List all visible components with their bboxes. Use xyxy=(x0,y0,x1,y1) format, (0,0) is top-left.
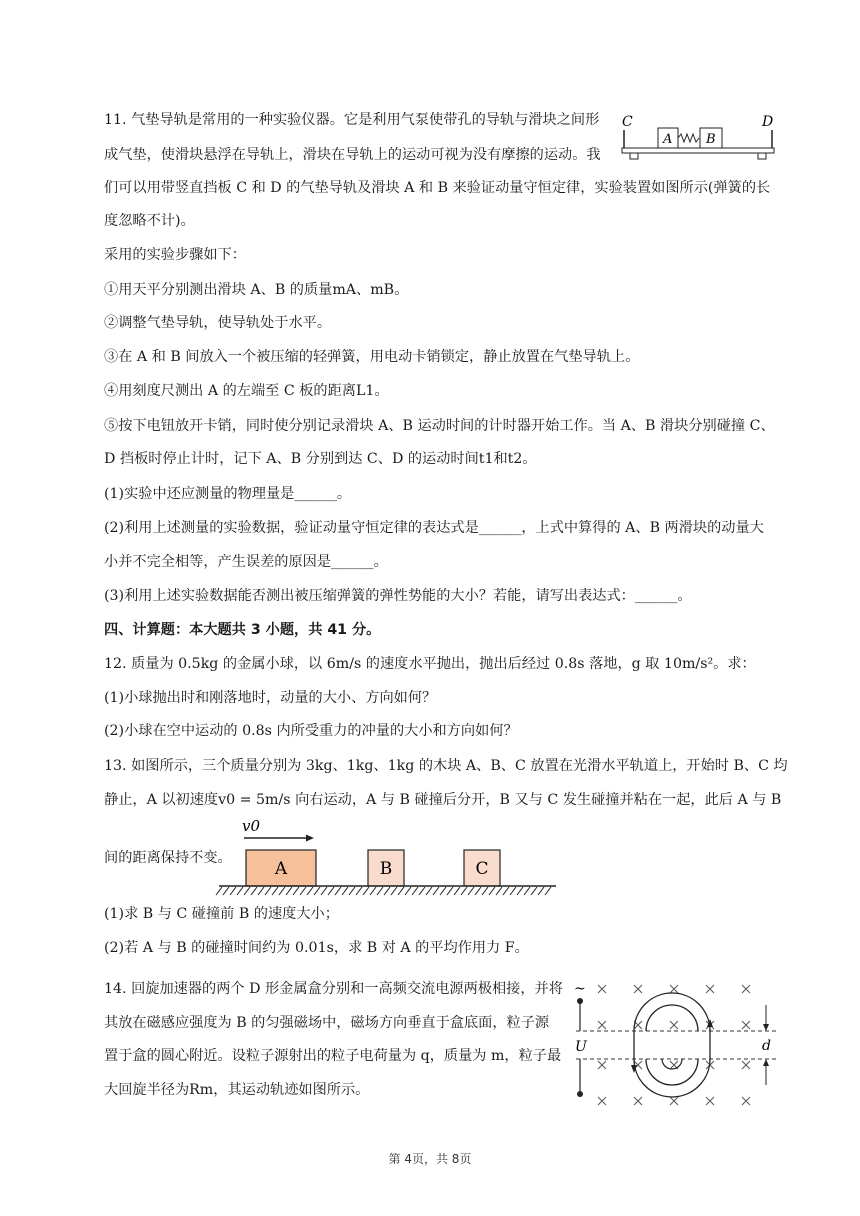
hatch-mark xyxy=(433,887,439,895)
q11-sub3: (3)利用上述实验数据能否测出被压缩弹簧的弹性势能的大小？若能，请写出表达式：______。 xyxy=(104,588,692,604)
velocity-label: v0 xyxy=(242,817,261,835)
q11-line2: 成气垫，使滑块悬浮在导轨上，滑块在导轨上的运动可视为没有摩擦的运动。我 xyxy=(104,147,601,163)
spring xyxy=(678,134,699,142)
q12-sub1: (1)小球抛出时和刚落地时，动量的大小、方向如何？ xyxy=(104,690,437,706)
hatch-mark xyxy=(461,887,467,895)
field-cross xyxy=(706,1097,714,1105)
field-cross xyxy=(670,1097,678,1105)
d-arrowhead-bottom xyxy=(763,1059,769,1066)
rail-foot-right xyxy=(758,153,766,159)
hatch-mark xyxy=(272,887,278,895)
hatch-mark xyxy=(216,887,222,895)
field-cross xyxy=(706,985,714,993)
rail xyxy=(622,148,774,153)
d-arrowhead-top xyxy=(763,1024,769,1031)
block-c-label: C xyxy=(475,859,489,879)
q11-step3: ③在 A 和 B 间放入一个被压缩的轻弹簧，用电动卡销锁定，静止放置在气垫导轨上。 xyxy=(104,349,640,365)
field-cross xyxy=(742,985,750,993)
q11-step2: ②调整气垫导轨，使导轨处于水平。 xyxy=(104,315,332,331)
q11-line3: 们可以用带竖直挡板 C 和 D 的气垫导轨及滑块 A 和 B 来验证动量守恒定律，实验装置如图所示(弹簧的长 xyxy=(104,180,771,196)
hatch-mark xyxy=(293,887,299,895)
hatch-mark xyxy=(314,887,320,895)
q13-line2: 静止，A 以初速度v0 = 5m/s 向右运动，A 与 B 碰撞后分开，B 又与 C 发生碰撞并粘在一起，此后 A 与 B xyxy=(104,792,782,808)
hatch-mark xyxy=(419,887,425,895)
block-a-label: A xyxy=(274,859,288,879)
q13-line3: 间的距离保持不变。 xyxy=(104,850,232,866)
block-b-label: B xyxy=(379,859,393,879)
hatch-mark xyxy=(538,887,544,895)
hatch-mark xyxy=(258,887,264,895)
hatch-mark xyxy=(335,887,341,895)
ac-source-symbol: ~ xyxy=(574,981,586,997)
hatch-mark xyxy=(517,887,523,895)
field-cross xyxy=(742,1097,750,1105)
page-footer: 第 4页，共 8页 xyxy=(388,1152,472,1166)
hatch-mark xyxy=(384,887,390,895)
hatch-mark xyxy=(307,887,313,895)
hatch-mark xyxy=(398,887,404,895)
hatch-mark xyxy=(244,887,250,895)
hatch-mark xyxy=(223,887,229,895)
field-cross xyxy=(598,1021,606,1029)
voltage-label: U xyxy=(575,1039,587,1055)
q13-sub2: (2)若 A 与 B 的碰撞时间约为 0.01s，求 B 对 A 的平均作用力 F。 xyxy=(104,940,529,956)
hatch-mark xyxy=(265,887,271,895)
q11-line1: 11. 气垫导轨是常用的一种实验仪器。它是利用气泵使带孔的导轨与滑块之间形 xyxy=(104,112,600,128)
d-box-lower xyxy=(634,1059,710,1097)
hatch-mark xyxy=(468,887,474,895)
gap-width-label: d xyxy=(762,1038,771,1054)
slider-b-label: B xyxy=(706,132,716,147)
section-heading: 四、计算题：本大题共 3 小题，共 41 分。 xyxy=(104,622,381,638)
hatch-mark xyxy=(496,887,502,895)
hatch-mark xyxy=(510,887,516,895)
q11-step5-line2: D 挡板时停止计时，记下 A、B 分别到达 C、D 的运动时间t1和t2。 xyxy=(104,451,537,467)
field-cross xyxy=(742,1061,750,1069)
rail-foot-left xyxy=(630,153,638,159)
hatch-mark xyxy=(391,887,397,895)
field-cross xyxy=(670,1021,678,1029)
collision-figure xyxy=(214,815,560,900)
cyclotron-figure xyxy=(566,975,780,1111)
hatch-mark xyxy=(405,887,411,895)
hatch-mark xyxy=(482,887,488,895)
q14-line4: 大回旋半径为Rm，其运动轨迹如图所示。 xyxy=(104,1082,370,1098)
hatch-mark xyxy=(447,887,453,895)
q14-line1: 14. 回旋加速器的两个 D 形金属盒分别和一高频交流电源两极相接，并将 xyxy=(104,981,563,997)
q11-sub2-line2: 小并不完全相等，产生误差的原因是______。 xyxy=(104,554,388,570)
hatch-mark xyxy=(349,887,355,895)
hatch-mark xyxy=(531,887,537,895)
q11-steps-intro: 采用的实验步骤如下： xyxy=(104,247,246,263)
q14-line3: 置于盒的圆心附近。设粒子源射出的粒子电荷量为 q，质量为 m，粒子最 xyxy=(104,1048,562,1064)
hatch-mark xyxy=(370,887,376,895)
ground-hatch xyxy=(216,887,551,895)
hatch-mark xyxy=(279,887,285,895)
q11-sub1: (1)实验中还应测量的物理量是______。 xyxy=(104,486,352,502)
air-track-figure xyxy=(618,110,780,165)
hatch-mark xyxy=(489,887,495,895)
magnetic-field-crosses xyxy=(598,985,750,1105)
hatch-mark xyxy=(286,887,292,895)
q13-line1: 13. 如图所示，三个质量分别为 3kg、1kg、1kg 的木块 A、B、C 放置在光滑水平轨道上，开始时 B、C 均 xyxy=(104,758,788,774)
q12-line1: 12. 质量为 0.5kg 的金属小球，以 6m/s 的速度水平抛出，抛出后经过 0.8s 落地，g 取 10m/s²。求： xyxy=(104,656,756,672)
hatch-mark xyxy=(440,887,446,895)
q11-step1: ①用天平分别测出滑块 A、B 的质量mA、mB。 xyxy=(104,282,409,298)
field-cross xyxy=(598,1097,606,1105)
hatch-mark xyxy=(356,887,362,895)
field-cross xyxy=(742,1021,750,1029)
hatch-mark xyxy=(377,887,383,895)
hatch-mark xyxy=(503,887,509,895)
plate-d-label: D xyxy=(762,114,774,130)
hatch-mark xyxy=(237,887,243,895)
velocity-arrowhead xyxy=(306,835,314,842)
q13-sub1: (1)求 B 与 C 碰撞前 B 的速度大小； xyxy=(104,906,339,922)
hatch-mark xyxy=(454,887,460,895)
q11-step5-line1: ⑤按下电钮放开卡销，同时使分别记录滑块 A、B 运动时间的计时器开始工作。当 A、B 滑块分别碰撞 C、 xyxy=(104,418,775,434)
hatch-mark xyxy=(524,887,530,895)
hatch-mark xyxy=(251,887,257,895)
field-cross xyxy=(598,985,606,993)
q11-line4: 度忽略不计)。 xyxy=(104,213,195,229)
hatch-mark xyxy=(300,887,306,895)
q11-sub2-line1: (2)利用上述测量的实验数据，验证动量守恒定律的表达式是______，上式中算得的 A、B 两滑块的动量大 xyxy=(104,520,764,536)
d-box-upper xyxy=(634,993,710,1031)
hatch-mark xyxy=(475,887,481,895)
hatch-mark xyxy=(426,887,432,895)
hatch-mark xyxy=(321,887,327,895)
field-cross xyxy=(634,985,642,993)
hatch-mark xyxy=(328,887,334,895)
hatch-mark xyxy=(342,887,348,895)
hatch-mark xyxy=(363,887,369,895)
plate-c-label: C xyxy=(622,114,633,130)
terminal-bottom xyxy=(577,1091,583,1097)
field-cross xyxy=(634,1097,642,1105)
q11-step4: ④用刻度尺测出 A 的左端至 C 板的距离L1。 xyxy=(104,383,389,399)
q12-sub2: (2)小球在空中运动的 0.8s 内所受重力的冲量的大小和方向如何？ xyxy=(104,723,518,739)
field-cross xyxy=(598,1061,606,1069)
slider-a-label: A xyxy=(663,132,673,147)
hatch-mark xyxy=(412,887,418,895)
q14-line2: 其放在磁感应强度为 B 的匀强磁场中，磁场方向垂直于盒底面，粒子源 xyxy=(104,1015,550,1031)
hatch-mark xyxy=(230,887,236,895)
hatch-mark xyxy=(545,887,551,895)
field-cross xyxy=(670,985,678,993)
